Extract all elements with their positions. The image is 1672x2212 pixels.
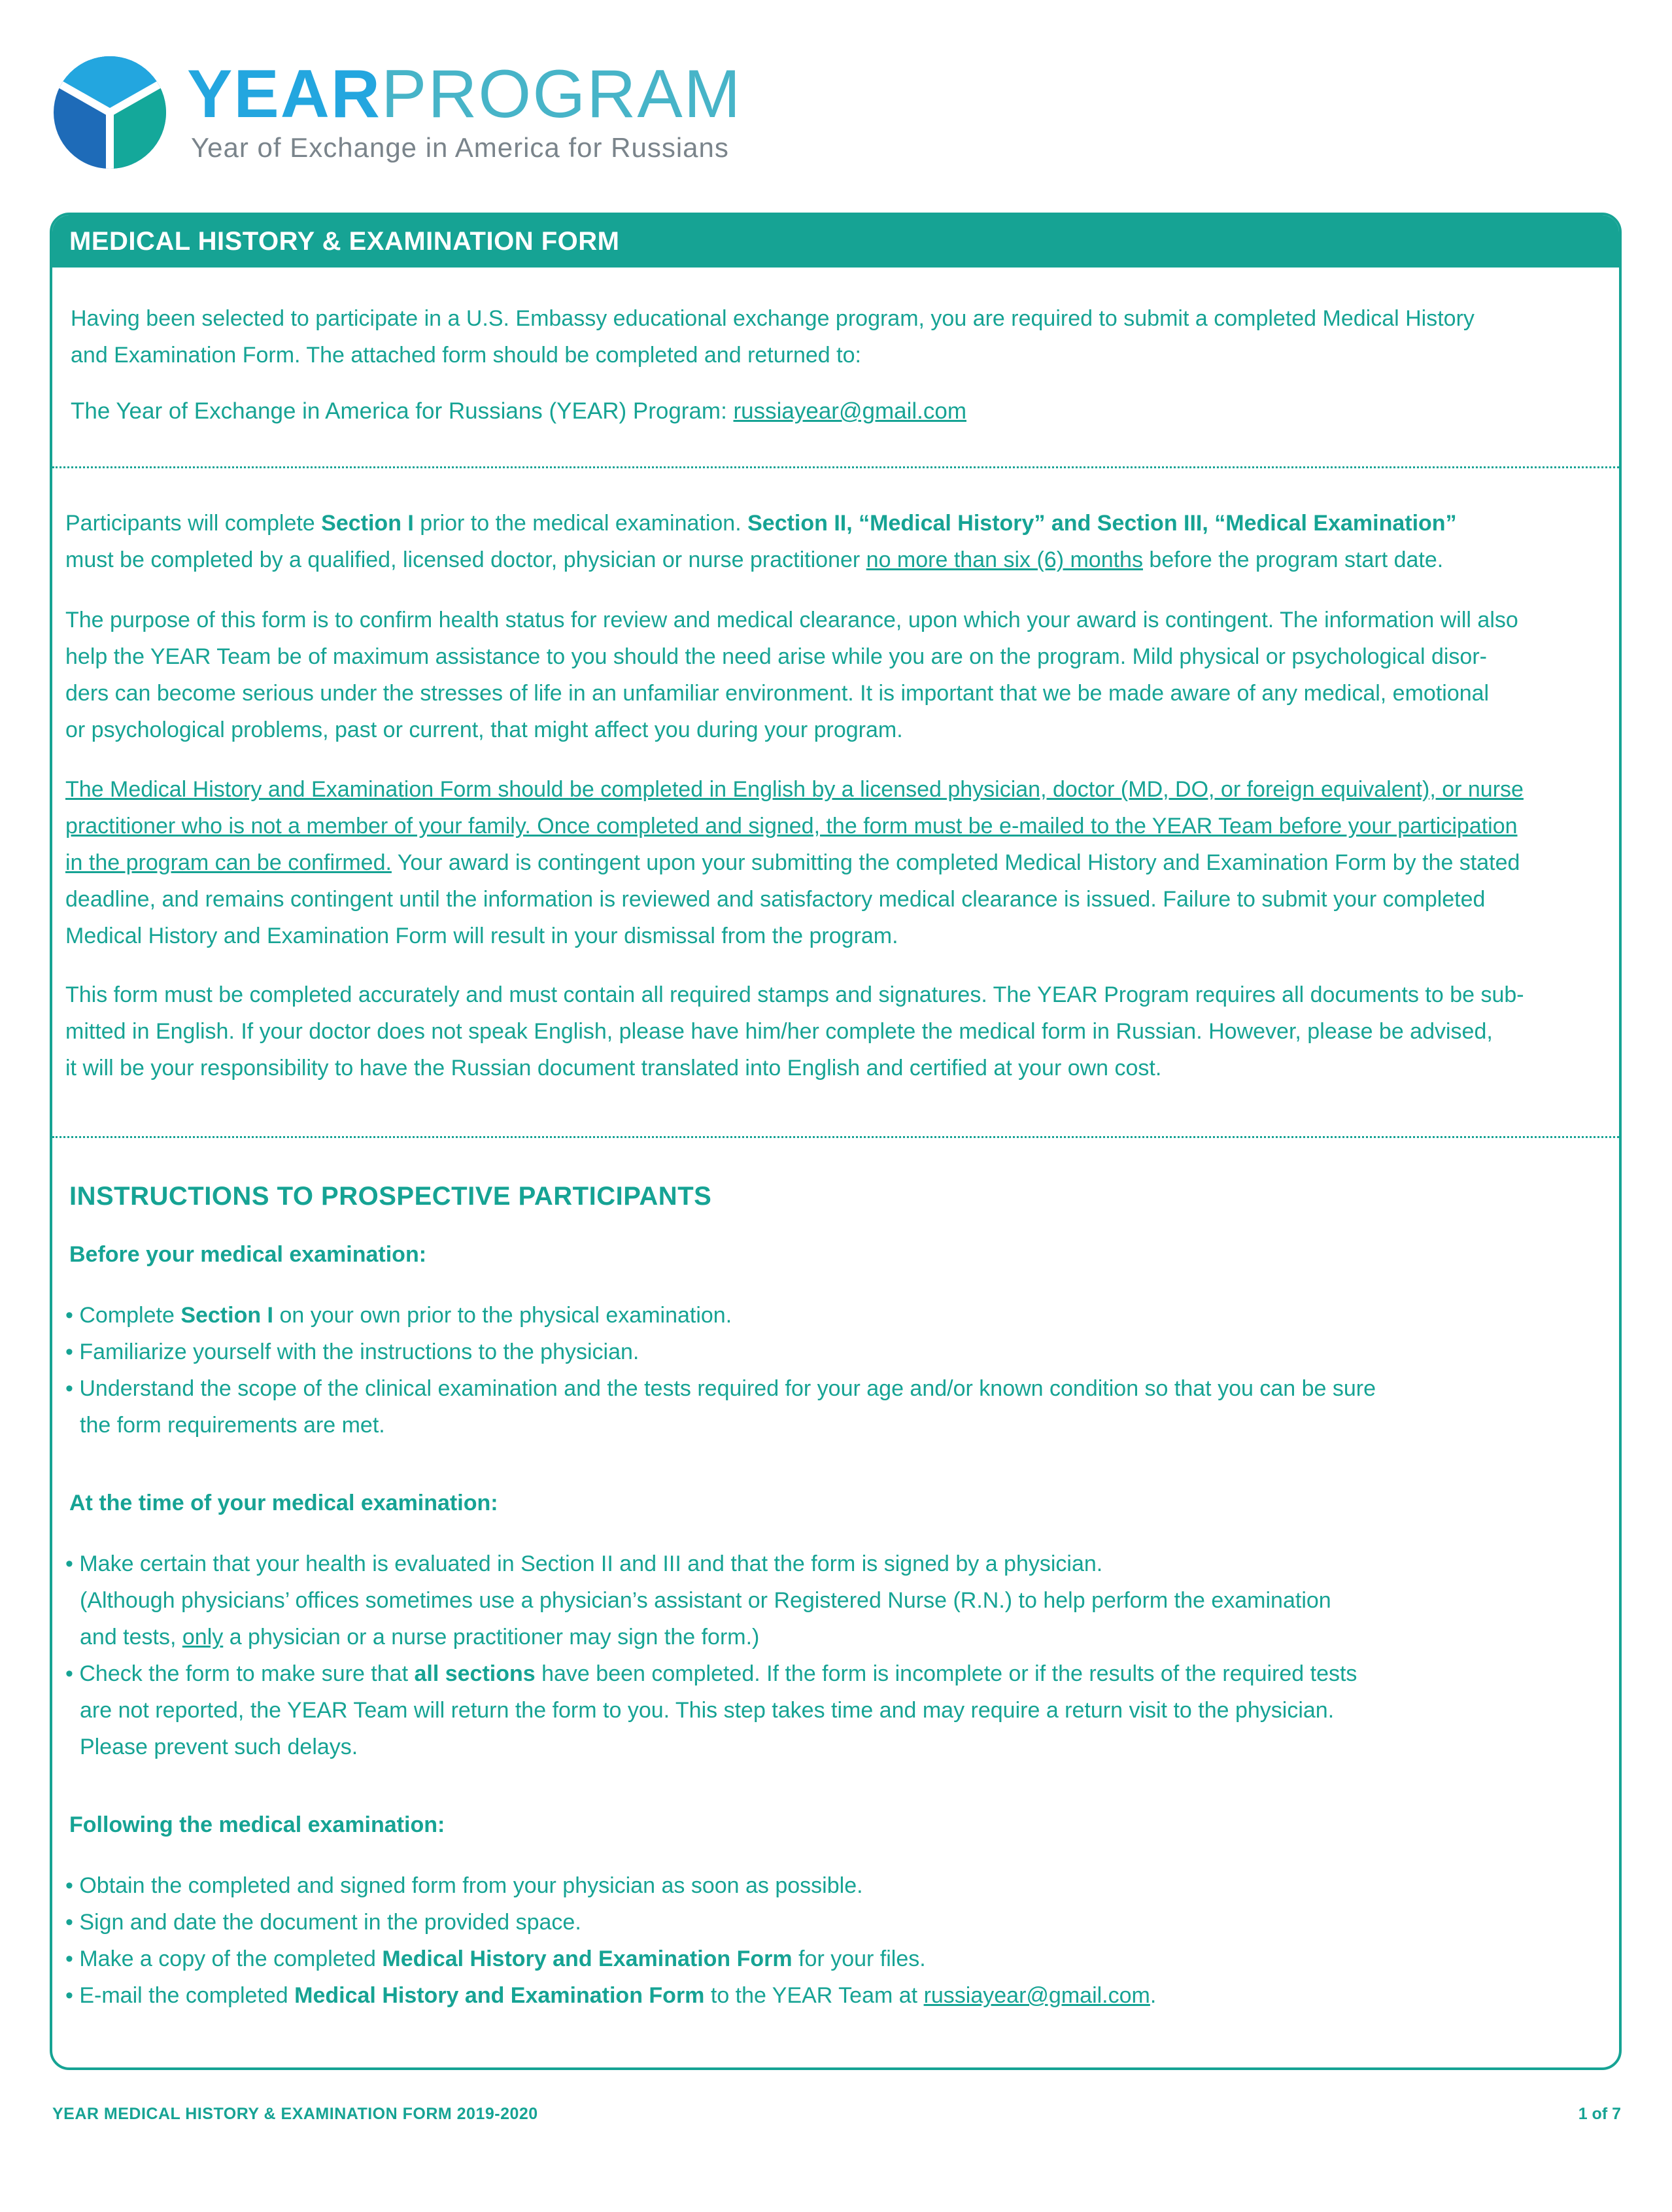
after-heading: Following the medical examination: (69, 1812, 445, 1837)
during-bullet-2-cont: are not reported, the YEAR Team will return the form to you. This step takes time and may require a return visit to the physician. (80, 1698, 1335, 1723)
during-bullet-1-cont (80, 1619, 759, 1655)
during-bullet-1: • Make certain that your health is evaluated in Section II and III and that the form is signed by a physician. (65, 1551, 1103, 1576)
p1-line-2 (65, 542, 1443, 578)
before-bullet-3-cont: the form requirements are met. (80, 1413, 385, 1438)
footer-title: YEAR MEDICAL HISTORY & EXAMINATION FORM 2019-2020 (52, 2105, 538, 2123)
p1-line-1 (65, 505, 1457, 542)
p4-line-3: it will be your responsibility to have the Russian document translated into English and certified at your own cost. (65, 1056, 1162, 1080)
bullet-text: and tests, (80, 1625, 182, 1650)
bullet-text: for your files. (792, 1946, 926, 1971)
p3-line-2: practitioner who is not a member of your family. Once completed and signed, the form must be e-mailed to the YEAR Team before your participation (65, 814, 1518, 838)
brand-title (187, 56, 742, 132)
page-number: 1 of 7 (1578, 2105, 1621, 2123)
brand-program: PROGRAM (381, 56, 742, 132)
during-bullet-2-cont: Please prevent such delays. (80, 1735, 358, 1759)
email-link[interactable]: russiayear@gmail.com (733, 398, 966, 424)
divider (52, 466, 1619, 468)
bullet-bold: Medical History and Examination Form (294, 1983, 705, 2008)
bullet-text: on your own prior to the physical examination. (273, 1303, 732, 1328)
p1-sections-ii-iii: Section II, “Medical History” and Section III, “Medical Examination” (747, 511, 1457, 536)
p1-text: prior to the medical examination. (413, 511, 748, 536)
bullet-bold: all sections (414, 1661, 536, 1686)
email-link[interactable]: russiayear@gmail.com (923, 1983, 1150, 2008)
p3-line-1: The Medical History and Examination Form should be completed in English by a licensed physician, doctor (MD, DO, or foreign equivalent), or nurse (65, 777, 1524, 802)
bullet-underlined: only (182, 1625, 224, 1650)
during-heading: At the time of your medical examination: (69, 1491, 498, 1515)
after-bullet-3 (65, 1941, 926, 1977)
p1-six-months: no more than six (6) months (866, 547, 1143, 572)
bullet-bold: Section I (180, 1303, 274, 1328)
card-title: MEDICAL HISTORY & EXAMINATION FORM (52, 215, 1619, 268)
p2-line-3: ders can become serious under the stresses of life in an unfamiliar environment. It is important that we be made aware of any medical, emotional (65, 681, 1490, 706)
bullet-text: a physician or a nurse practitioner may sign the form.) (223, 1625, 760, 1650)
p3-underlined: in the program can be confirmed. (65, 850, 392, 875)
bullet-text: • Check the form to make sure that (65, 1661, 415, 1686)
p3-line-3 (65, 844, 1520, 881)
p1-text: must be completed by a qualified, licensed doctor, physician or nurse practitioner (65, 547, 866, 572)
p1-text: before the program start date. (1142, 547, 1444, 572)
intro-line-1: Having been selected to participate in a U.S. Embassy educational exchange program, you are required to submit a completed Medical History (71, 306, 1475, 331)
p1-text: Participants will complete (65, 511, 322, 536)
p3-line-5: Medical History and Examination Form will result in your dismissal from the program. (65, 924, 898, 948)
after-bullet-1: • Obtain the completed and signed form from your physician as soon as possible. (65, 1873, 863, 1898)
before-heading: Before your medical examination: (69, 1242, 427, 1267)
instructions-title: INSTRUCTIONS TO PROSPECTIVE PARTICIPANTS (69, 1182, 712, 1211)
return-address (71, 393, 966, 430)
after-bullet-4 (65, 1977, 1156, 2014)
form-card (50, 213, 1622, 2070)
bullet-text: • Complete (65, 1303, 181, 1328)
brand-subtitle: Year of Exchange in America for Russians (191, 132, 729, 163)
before-bullet-1 (65, 1297, 732, 1334)
p4-line-2: mitted in English. If your doctor does not speak English, please have him/her complete the medical form in Russian. However, please be advised, (65, 1019, 1493, 1044)
bullet-text: • Make a copy of the completed (65, 1946, 383, 1971)
p2-line-4: or psychological problems, past or current, that might affect you during your program. (65, 717, 903, 742)
bullet-text: • E-mail the completed (65, 1983, 295, 2008)
during-bullet-2 (65, 1655, 1357, 1692)
p4-line-1: This form must be completed accurately and must contain all required stamps and signatures. The YEAR Program requires all documents to be sub- (65, 982, 1524, 1007)
after-bullet-2: • Sign and date the document in the provided space. (65, 1910, 581, 1935)
bullet-bold: Medical History and Examination Form (382, 1946, 793, 1971)
bullet-text: to the YEAR Team at (704, 1983, 924, 2008)
p2-line-2: help the YEAR Team be of maximum assistance to you should the need arise while you are on the program. Mild physical or psychological disor- (65, 644, 1487, 669)
intro-line-2: and Examination Form. The attached form should be completed and returned to: (71, 343, 861, 368)
during-bullet-1-cont: (Although physicians’ offices sometimes use a physician’s assistant or Registered Nurse (R.N.) to help perform the examination (80, 1588, 1331, 1613)
p2-line-1: The purpose of this form is to confirm health status for review and medical clearance, upon which your award is contingent. The information will also (65, 608, 1518, 632)
p1-section-i: Section I (321, 511, 414, 536)
before-bullet-3: • Understand the scope of the clinical examination and the tests required for your age and/or known condition so that you can be sure (65, 1376, 1376, 1401)
brand-year: YEAR (187, 56, 381, 132)
before-bullet-2: • Familiarize yourself with the instructions to the physician. (65, 1339, 640, 1364)
p3-text: Your award is contingent upon your submitting the completed Medical History and Examination Form by the stated (391, 850, 1520, 875)
return-address-label: The Year of Exchange in America for Russians (YEAR) Program: (71, 398, 734, 424)
bullet-text: . (1150, 1983, 1157, 2008)
p3-line-4: deadline, and remains contingent until the information is reviewed and satisfactory medical clearance is issued. Failure to submit your completed (65, 887, 1486, 912)
divider (52, 1136, 1619, 1138)
bullet-text: have been completed. If the form is incomplete or if the results of the required tests (535, 1661, 1357, 1686)
year-logo-icon (52, 55, 167, 170)
